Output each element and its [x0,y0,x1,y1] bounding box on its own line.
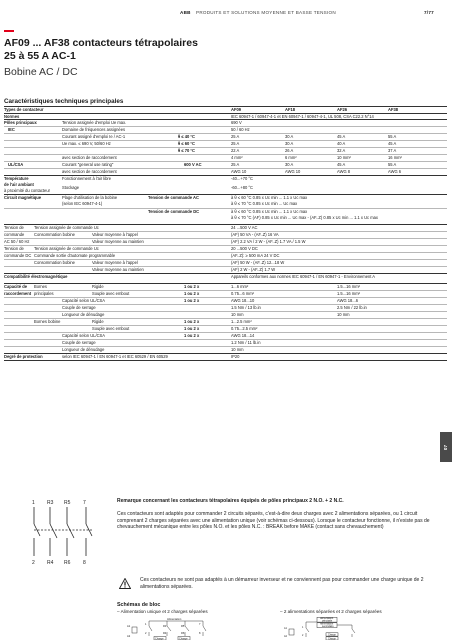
table-row [4,133,447,140]
cell: 55 A [388,134,397,139]
dc-cons-label: Consommation bobine [34,260,75,265]
dc-holding-value: (AF) 2 W - (AF..Z) 1.7 W [231,267,276,272]
dc-value-1: à θ ≤ 60 °C 0.85 x Uc min ... 1.1 x Uc max [231,209,308,214]
dc-holding-label: Valeur moyenne au maintien [92,267,144,272]
ul-capacity-label: Capacité selon UL/CSA [62,333,106,338]
table-row [4,224,447,231]
holding-value: (AF) 2.2 VA / 2 W - (AF..Z) 1.7 VA / 1.5 W [231,239,306,244]
strip-label: Longueur de dénudage [62,347,105,352]
ue-label: Tension assignée d'emploi Ue max. [62,120,127,125]
temp-r1-value: -40...+70 °C [231,176,254,181]
conductor-count: 1 ou 2 x [184,319,200,324]
main-terminals-label-2: principales [34,291,54,296]
ul-voltage: 600 V AC [184,162,202,167]
strip-label: Longueur de dénudage [62,312,105,317]
cell: 37 A [388,148,397,153]
conductor-count: 1 ou 2 x [184,326,200,331]
block-diagram-dual-supply [282,617,392,640]
circuit-label: Circuit magnétique [4,195,42,200]
table-row [4,154,447,161]
uc-ac-value: 24 ...500 V AC [231,225,258,230]
term-label: 8 [83,560,86,566]
cell: 30 A [285,141,294,146]
term-label: 1 [32,500,35,506]
uc-dc-value: 20 ...500 V DC [231,246,258,251]
emc-label: Compatibilité électromagnétique [4,274,68,279]
term-label: R3 [47,500,54,506]
contacts-symbol [30,496,98,566]
table-end [4,360,447,361]
cell: 10 mm [231,347,244,352]
term-label: 2 [302,634,304,637]
main-supply-label-2: principale [322,619,333,623]
load-label: Charge [328,633,336,637]
term-label: R3 [163,625,167,628]
table-row [4,231,447,238]
table-row [4,119,447,126]
table-row [4,215,447,224]
normes-label: Normes [4,113,20,119]
warning-text: Ces contacteurs ne sont pas adaptés à un démarreur inverseur et ne conviennent pas pour commander une charge unique de 2 alimentations séparées. [140,577,424,590]
temp-40: θ ≤ 40 °C [178,134,196,139]
ue-value: 690 V [231,120,242,125]
col-af18: AF18 [285,107,296,112]
remark-heading: Remarque concernant les contacteurs tétrapolaires équipés de pôles principaux 2 N.O. + 2 N.C. [117,498,344,504]
uc-dc-label: Tension assignée de commande Uc [34,246,99,251]
table-row [4,252,447,259]
cell: 30 A [285,162,294,167]
cell: AWG 6 [388,169,402,174]
ul-current-label: Courant "general use rating" [62,162,114,167]
flexible-label: Souple avec embout [92,326,130,331]
torque-label: Couple de serrage [62,305,96,310]
cell: 1.2 Nm / 11 lb.in [231,340,261,345]
warning-icon [119,578,131,589]
table-row [4,304,447,311]
table-row [4,311,447,318]
conductor-count: 1 ou 2 x [184,298,200,303]
term-label: 8 [199,632,201,635]
cell: 16 mm² [388,155,402,160]
cell: 10 mm² [337,155,351,160]
rigid-label: Rigide [92,284,104,289]
table-row [4,266,447,273]
brand: ABB [180,10,191,15]
cell: 30 A [285,134,294,139]
schema-label-1: – Alimentation unique et 2 charges séparées [117,609,208,614]
table-row [4,283,447,290]
torque-label: Couple de serrage [62,340,96,345]
ac-cmd-label-3: AC 50 / 60 Hz [4,239,30,244]
table-row [4,290,447,297]
ac-cmd-label: Tension de [4,225,24,230]
schema-label-2: – 2 alimentations séparées et 2 charges séparées [280,609,382,614]
cell: 25 A [231,162,240,167]
iec-label: IEC [8,127,15,132]
table-row [4,346,447,353]
cell: AWG 18...10 [231,298,255,303]
cell: 22 A [231,148,240,153]
coil-a1-label: A1 [127,625,131,628]
table-row [4,208,447,215]
uc-ac-label: Tension assignée de commande Uc [34,225,99,230]
cell: AWG 8 [337,169,351,174]
coil-range-norm: (selon IEC 60947-4-1) [62,201,103,206]
ac-label: Tension de commande AC [148,195,199,200]
awg-label: avec section de raccordement [62,169,117,174]
table-row [4,147,447,154]
cell: 10 mm [231,312,244,317]
table-row [4,238,447,245]
storage-label: Stockage [62,185,80,190]
secondary-supply-label-2: secondaire [322,625,334,628]
cell: 1.5...16 mm² [337,291,360,296]
cell: 32 A [337,148,346,153]
cell: 25 A [231,134,240,139]
cell: AWG 10 [231,169,247,174]
page-subtitle: Bobine AC / DC [4,66,78,78]
temp-60: θ ≤ 60 °C [178,141,196,146]
rigid-label: Rigide [92,319,104,324]
cell: 0.75...2.5 mm² [231,326,258,331]
col-af38: AF38 [388,107,399,112]
holding-label: Valeur moyenne au maintien [92,239,144,244]
cell: 4 mm² [231,155,243,160]
inrush-label: Valeur moyenne à l'appel [92,232,138,237]
plc-value: (AF..Z): ≥ 500 mA 24 V DC [231,253,280,258]
cell: 40 A [337,141,346,146]
temp-label: Température [4,176,29,181]
term-label: R5 [181,625,185,628]
chapter-tab [440,432,452,462]
coil-a2-label: A2 [127,635,131,638]
types-label: Types de contacteur [4,107,44,112]
term-label: R6 [64,560,71,566]
title-line-2: 25 à 55 A AC-1 [4,50,76,62]
cell: AWG 18...14 [231,333,255,338]
ie-label: Courant assigné d'emploi Ie / AC-1 [62,134,126,139]
cell: 6 mm² [285,155,297,160]
protection-standard: selon IEC 60947-1 / EN 60947-1 et IEC 60529 / EN 60529 [62,354,168,359]
page-number: 7/77 [424,10,434,15]
cell: 55 A [388,162,397,167]
term-label: 2 [145,632,147,635]
ac-value-1: à θ ≤ 60 °C 0.85 x Uc min ... 1.1 x Uc max [231,195,308,200]
term-label: R6 [181,632,185,635]
table-row [4,140,447,147]
term-label: R4 [163,632,167,635]
table-row [4,259,447,266]
coil-a2-label: A2 [284,635,287,638]
table-row [4,126,447,133]
inrush-value: (AF) 50 VA - (AF..Z) 16 VA [231,232,279,237]
spec-table [4,106,447,361]
term-label: 7 [199,623,201,626]
poles-label: Pôles principaux [4,120,37,125]
term-label: 1 [302,626,304,629]
header-title: PRODUITS ET SOLUTIONS MOYENNE ET BASSE TENSION [196,10,336,15]
conductor-count: 1 ou 2 x [184,333,200,338]
coil-range-label: Plage d'utilisation de la bobine [62,195,118,200]
supply-label: Alimentation [167,618,182,621]
flexible-label: Souple avec embout [92,291,130,296]
dc-cmd-label: Tension de [4,246,24,251]
main-supply-label: Alimentation [320,617,334,620]
dc-inrush-label: Valeur moyenne à l'appel [92,260,138,265]
term-label: 2 [32,560,35,566]
load-label: Charge [155,637,164,640]
coil-cons-label: Consommation bobine [34,232,75,237]
table-row [4,339,447,346]
coil-terminals-label: Bornes bobine [34,319,61,324]
term-label: R5 [64,500,71,506]
dc-label: Tension de commande DC [148,209,200,214]
cell: 1.5...16 mm² [337,284,360,289]
table-row [4,325,447,332]
page-header [0,8,452,20]
load-label: Charge [328,637,336,640]
cell: 1...6 mm² [231,284,249,289]
block-diagram-single-supply [125,617,235,640]
term-label: 7 [83,500,86,506]
freq-label: Domaine de fréquences assignées [62,127,126,132]
capacity-label: Capacité de [4,284,27,289]
main-terminals-label: Bornes [34,284,47,289]
ul-capacity-label: Capacité selon UL/CSA [62,298,106,303]
secondary-supply-label: Alimentation [320,622,334,626]
section-title: Caractéristiques techniques principales [4,98,124,105]
table-row [4,273,447,283]
load-label: Charge [179,637,188,640]
table-row [4,297,447,304]
protection-value: IP20 [231,354,240,359]
title-accent-bar [4,30,14,32]
ue-cond-label: Ue max. ≤ 690 V, 50/60 Hz [62,141,111,146]
temp-r1: Fonctionnement à l'air libre [62,176,112,181]
freq-value: 50 / 60 Hz [231,127,250,132]
schema-title: Schémas de bloc [117,602,161,608]
table-row [4,175,447,182]
protection-label: Degré de protection [4,354,43,359]
ac-value-2: à θ ≤ 70 °C 0.85 x Uc min ... Uc max [231,201,298,206]
coil-a1-label: A1 [284,627,287,630]
cell: 45 A [337,134,346,139]
chapter-number: 07 [443,444,449,450]
dc-value-2: à θ ≤ 70 °C (AF) 0.85 x Uc min ... Uc max - (AF..Z) 0.85 x Uc min ... 1.1 x Uc max [231,215,378,220]
page-title [4,37,198,63]
conductor-count: 1 ou 2 x [184,291,200,296]
term-label: 1 [145,623,147,626]
col-af26: AF26 [337,107,348,112]
table-row [4,168,447,175]
table-row [4,194,447,201]
title-line-1: AF09 ... AF38 contacteurs tétrapolaires [4,37,198,49]
dc-inrush-value: (AF) 50 W - (AF..Z) 12...18 W [231,260,285,265]
cell: 1...2.5 mm² [231,319,252,324]
table-row [4,201,447,208]
col-af09: AF09 [231,107,242,112]
ac-cmd-label-2: commande [4,232,25,237]
temp-70: θ ≤ 70 °C [178,148,196,153]
temp-label-3: à proximité du contacteur [4,188,50,193]
cell: 10 mm [337,312,350,317]
table-row [4,161,447,168]
table-row [4,318,447,325]
storage-value: -60...+80 °C [231,185,254,190]
emc-value: Appareils conformes aux normes IEC 60947-1 / EN 60947-1 - Environnement A [231,274,376,279]
table-row [4,332,447,339]
cell: 26 A [285,148,294,153]
cell: 0.75...6 mm² [231,291,254,296]
cell: 45 A [337,162,346,167]
cell: 2.5 Nm / 22 lb.in [337,305,367,310]
remark-paragraph: Ces contacteurs sont adaptés pour commander 2 circuits séparés, c'est-à-dire deux charges avec 2 alimentations séparées, ou 1 circuit comprenant 2 charges séparées avec une alimentation unique (voir schémas ci-dessous). Lorsque le contacteur fonctionne, il n'existe pas de chevauchement mécanique entre les pôles N.O. et les pôles N.C. : BREAK before MAKE (contact sans chevauchement) [117,511,430,531]
table-row [4,245,447,252]
ul-label: UL/CSA [8,162,24,167]
term-label: R4 [47,560,54,566]
dc-cmd-label-2: commande DC [4,253,32,258]
capacity-label-2: raccordement [4,291,32,296]
cell: 1.5 Nm / 13 lb.in [231,305,261,310]
cell: AWG 18...6 [337,298,359,303]
conductor-count: 1 ou 2 x [184,284,200,289]
cell: 25 A [231,141,240,146]
cell: 45 A [388,141,397,146]
cell: AWG 10 [285,169,301,174]
section-label: avec section de raccordement [62,155,117,160]
table-row [4,353,447,360]
plc-label: Commande sortie d'automate programmable [34,253,116,258]
normes-value: IEC 60947-1 / 60947-4-1 et EN 60947-1 / 60947-4-1, UL 508, CSA C22.2 N°14 [231,113,374,119]
temp-label-2: de l'air ambiant [4,182,34,187]
